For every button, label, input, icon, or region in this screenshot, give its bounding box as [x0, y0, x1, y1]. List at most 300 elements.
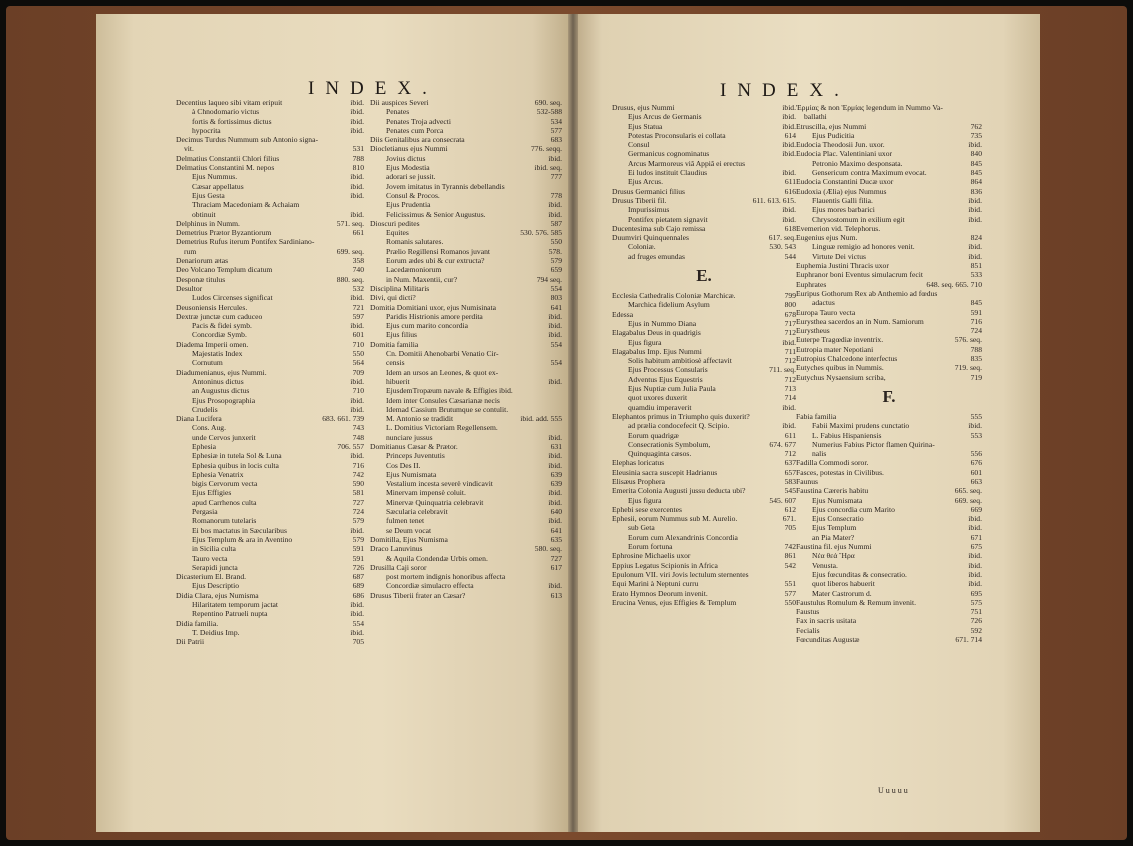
index-entry: [370, 321, 562, 330]
index-entry: [370, 237, 562, 246]
entry-page-ref: ibid.: [968, 140, 982, 150]
left-index-column-1: [176, 98, 364, 647]
index-entry: [176, 340, 364, 349]
index-entry: [612, 140, 796, 149]
index-entry: [796, 233, 982, 242]
entry-text: Diadumenianus, ejus Nummi.: [176, 367, 267, 377]
index-entry: [796, 514, 982, 523]
entry-page-ref: 727: [550, 553, 562, 563]
entry-text: Ephebi sese exercentes: [612, 504, 682, 514]
entry-page-ref: 669. seq.: [954, 495, 982, 505]
entry-text: Concordiæ Symb.: [192, 330, 247, 340]
entry-text: Jovius dictus: [386, 153, 426, 163]
index-entry: [370, 219, 562, 228]
index-entry: [370, 210, 562, 219]
entry-page-ref: 864: [970, 177, 982, 187]
entry-page-ref: 577: [784, 588, 796, 598]
entry-text: Cons. Aug.: [192, 423, 226, 433]
index-entry: [796, 468, 982, 477]
entry-page-ref: 710: [352, 339, 364, 349]
index-entry: [796, 579, 982, 588]
entry-page-ref: ibid.: [548, 153, 562, 163]
entry-text: Eleusinia sacra suscepit Hadrianus: [612, 467, 718, 477]
index-entry: [176, 107, 364, 116]
entry-text: Ejus Processus Consularis: [628, 365, 708, 375]
index-entry: [612, 319, 796, 328]
entry-text: Idem inter Consules Cæsarianæ necis: [386, 395, 500, 405]
entry-page-ref: ibid.: [968, 514, 982, 524]
index-entry: [612, 393, 796, 402]
index-entry: [370, 200, 562, 209]
entry-page-ref: 742: [352, 469, 364, 479]
entry-page-ref: 794 seq.: [536, 274, 562, 284]
entry-page-ref: 711: [784, 346, 796, 356]
index-entry: [370, 386, 562, 395]
index-entry: [370, 312, 562, 321]
entry-page-ref: 699. seq.: [336, 246, 364, 256]
entry-text: Duumviri Quinquennales: [612, 233, 689, 243]
entry-text: Ejus figura: [628, 495, 662, 505]
entry-page-ref: 591: [970, 307, 982, 317]
index-entry: [796, 449, 982, 458]
entry-page-ref: ibid.: [350, 181, 364, 191]
index-entry: [370, 368, 562, 377]
entry-page-ref: ibid.: [548, 376, 562, 386]
index-entry: [370, 117, 562, 126]
entry-text: Fecialis: [796, 625, 820, 635]
entry-page-ref: ibid.: [782, 421, 796, 431]
entry-page-ref: 580. seq.: [534, 544, 562, 554]
index-entry: [796, 440, 982, 449]
entry-text: rum: [184, 246, 197, 256]
index-entry: [796, 317, 982, 326]
entry-text: Majestatis Index: [192, 349, 243, 359]
entry-text: Equi Marini à Neptuni curru: [612, 579, 699, 589]
entry-text: Epulonum VII. viri Jovis lectulum sternentes: [612, 569, 749, 579]
entry-page-ref: ibid.: [350, 321, 364, 331]
entry-text: Ephesia quibus in locis culta: [192, 460, 279, 470]
index-entry: [176, 572, 364, 581]
index-entry: [796, 215, 982, 224]
index-entry: [176, 581, 364, 590]
entry-text: Eurystheus: [796, 326, 830, 336]
entry-text: Ejus Numismata: [386, 469, 437, 479]
entry-page-ref: 576. seq.: [954, 335, 982, 345]
index-entry: [612, 338, 796, 347]
entry-page-ref: ibid.: [968, 195, 982, 205]
index-entry: [370, 498, 562, 507]
entry-text: Cos Des II.: [386, 460, 421, 470]
index-entry: [176, 117, 364, 126]
entry-text: EjusdemTropæum navale & Effigies ibid.: [386, 386, 513, 396]
entry-text: fortis & fortissimus dictus: [192, 116, 272, 126]
entry-page-ref: ibid.: [548, 330, 562, 340]
entry-text: Numerius Fabius Pictor flamen Quirina-: [812, 439, 935, 449]
entry-page-ref: 800: [784, 300, 796, 310]
index-entry: [370, 154, 562, 163]
index-entry: [370, 572, 562, 581]
index-entry: [176, 628, 364, 637]
index-entry: [612, 458, 796, 467]
index-entry: [796, 570, 982, 579]
entry-text: Edessa: [612, 309, 634, 319]
index-entry: [796, 496, 982, 505]
entry-text: Ejus Modestia: [386, 163, 430, 173]
entry-text: Ejus Prudentia: [386, 200, 431, 210]
entry-page-ref: 810: [352, 163, 364, 173]
entry-page-ref: 648. seq. 665. 710: [926, 279, 982, 289]
entry-text: Drusilla Caji soror: [370, 562, 427, 572]
entry-page-ref: 534: [550, 116, 562, 126]
entry-page-ref: 840: [970, 149, 982, 159]
entry-page-ref: 577: [550, 125, 562, 135]
signature-mark: U u u u u: [878, 786, 908, 795]
index-entry: [612, 496, 796, 505]
entry-page-ref: 776. seqq.: [530, 144, 562, 154]
entry-page-ref: 724: [970, 326, 982, 336]
index-entry: [370, 191, 562, 200]
index-entry: [176, 182, 364, 191]
entry-page-ref: 579: [352, 534, 364, 544]
entry-page-ref: 824: [970, 233, 982, 243]
index-entry: [612, 310, 796, 319]
entry-text: Elephantos primus in Triumpho quis duxerit?: [612, 411, 750, 421]
entry-page-ref: ibid.: [968, 421, 982, 431]
entry-page-ref: 836: [970, 186, 982, 196]
index-entry: [612, 205, 796, 214]
index-entry: [370, 526, 562, 535]
entry-page-ref: 762: [970, 121, 982, 131]
entry-page-ref: 663: [970, 476, 982, 486]
entry-text: Antoninus dictus: [192, 376, 244, 386]
entry-text: Diana Lucifera: [176, 414, 222, 424]
entry-page-ref: 612: [784, 504, 796, 514]
entry-page-ref: 778: [550, 190, 562, 200]
entry-text: Linguæ remigio ad honores venit.: [812, 242, 915, 252]
index-entry: [796, 280, 982, 289]
entry-text: adactus: [812, 298, 835, 308]
entry-page-ref: 686: [352, 590, 364, 600]
entry-text: Draco Lanuvinus: [370, 544, 423, 554]
entry-text: in Num. Maxentii, cur?: [386, 274, 458, 284]
index-entry: [370, 544, 562, 553]
book-gutter: [568, 14, 578, 832]
index-entry: [796, 159, 982, 168]
index-entry: [176, 256, 364, 265]
entry-text: à Chnodomario victus: [192, 107, 260, 117]
entry-page-ref: ibid.: [548, 432, 562, 442]
index-entry: [796, 412, 982, 421]
entry-text: Didia Clara, ejus Numisma: [176, 590, 259, 600]
index-entry: [176, 368, 364, 377]
entry-page-ref: 712: [784, 356, 796, 366]
index-entry: [612, 542, 796, 551]
entry-text: Ecclesia Cathedralis Coloniæ Marchicæ.: [612, 291, 736, 301]
entry-page-ref: 583: [784, 476, 796, 486]
entry-text: nalis: [812, 449, 827, 459]
index-entry: [370, 470, 562, 479]
entry-text: Ejus Numismata: [812, 495, 863, 505]
index-entry: [176, 358, 364, 367]
index-entry: [176, 144, 364, 153]
entry-text: post mortem indignis honoribus affecta: [386, 572, 506, 582]
index-entry: [370, 330, 562, 339]
entry-text: ad prælia condocefecit Q. Scipio.: [628, 421, 730, 431]
index-entry: [612, 477, 796, 486]
index-entry: [612, 196, 796, 205]
entry-page-ref: 554: [352, 618, 364, 628]
entry-text: Ejus Nuptiæ cum Julia Paula: [628, 384, 716, 394]
entry-page-ref: 671: [970, 532, 982, 542]
entry-page-ref: 581: [352, 488, 364, 498]
entry-text: Felicissimus & Senior Augustus.: [386, 209, 486, 219]
entry-page-ref: 665. seq.: [954, 486, 982, 496]
entry-text: Faustulus Romulum & Remum invenit.: [796, 597, 917, 607]
entry-page-ref: 713: [784, 384, 796, 394]
entry-page-ref: ibid.: [350, 172, 364, 182]
entry-page-ref: 845: [970, 158, 982, 168]
index-entry: [370, 358, 562, 367]
entry-page-ref: ibid.: [350, 404, 364, 414]
index-entry: [176, 163, 364, 172]
entry-text: Eudocia Plac. Valentiniani uxor: [796, 149, 893, 159]
entry-text: Repentino Patrueli nupta: [192, 609, 268, 619]
index-entry: [612, 468, 796, 477]
index-entry: [370, 349, 562, 358]
entry-page-ref: 788: [970, 344, 982, 354]
index-entry: [176, 470, 364, 479]
entry-page-ref: ibid.: [548, 581, 562, 591]
entry-page-ref: ibid.: [782, 168, 796, 178]
entry-page-ref: ibid.: [968, 214, 982, 224]
entry-text: Eorum ædes ubi & cur extructa?: [386, 256, 485, 266]
index-entry: [612, 233, 796, 242]
entry-text: & Aquila Condendæ Urbis omen.: [386, 553, 488, 563]
index-entry: [796, 616, 982, 625]
entry-text: Erucina Venus, ejus Effigies & Templum: [612, 597, 737, 607]
entry-page-ref: 845: [970, 168, 982, 178]
entry-page-ref: ibid.: [968, 569, 982, 579]
index-entry: [796, 298, 982, 307]
entry-page-ref: 641: [550, 525, 562, 535]
entry-text: nunciare jussus: [386, 432, 433, 442]
index-entry: [796, 168, 982, 177]
entry-text: Fœcunditas Augustæ: [796, 635, 860, 645]
entry-text: Ephesii, eorum Nummus sub M. Aurelio.: [612, 514, 738, 524]
entry-page-ref: ibid.: [968, 551, 982, 561]
entry-text: vit.: [184, 144, 194, 154]
entry-page-ref: 611: [784, 430, 796, 440]
index-entry: [370, 516, 562, 525]
entry-text: Denariorum ætas: [176, 256, 229, 266]
index-entry: [612, 112, 796, 121]
index-entry: [370, 126, 562, 135]
entry-page-ref: 532: [352, 283, 364, 293]
index-entry: [612, 375, 796, 384]
index-entry: [176, 303, 364, 312]
entry-text: Disciplina Militaris: [370, 283, 430, 293]
entry-page-ref: 671.: [782, 514, 796, 524]
entry-page-ref: 617: [550, 562, 562, 572]
entry-text: Domitia familia: [370, 339, 419, 349]
entry-text: ad fruges emundas: [628, 251, 685, 261]
index-entry: [796, 112, 982, 121]
index-entry: [370, 442, 562, 451]
entry-text: Potestas Proconsularis ei collata: [628, 130, 726, 140]
index-entry: [612, 598, 796, 607]
entry-text: Consul: [628, 140, 650, 150]
entry-page-ref: 726: [352, 562, 364, 572]
entry-text: Decimus Turdus Nummum sub Antonio signa-: [176, 135, 318, 145]
entry-page-ref: 726: [970, 616, 982, 626]
index-entry: [612, 365, 796, 374]
index-entry: [796, 542, 982, 551]
entry-page-ref: 545: [784, 486, 796, 496]
index-entry: [612, 356, 796, 365]
index-entry: [176, 210, 364, 219]
entry-page-ref: 712: [784, 374, 796, 384]
entry-page-ref: ibid.: [548, 209, 562, 219]
entry-page-ref: 835: [970, 354, 982, 364]
entry-text: an Pia Mater?: [812, 532, 855, 542]
index-entry: [796, 635, 982, 644]
entry-text: Idem an ursos an Leones, & quot ex-: [386, 367, 499, 377]
index-entry: [796, 205, 982, 214]
entry-text: Tauro vecta: [192, 553, 228, 563]
entry-text: Europa Tauro vecta: [796, 307, 856, 317]
index-entry: [796, 607, 982, 616]
entry-page-ref: 845: [970, 298, 982, 308]
index-entry: [612, 589, 796, 598]
entry-page-ref: 743: [352, 423, 364, 433]
entry-text: Petronio Maximo desponsata.: [812, 158, 903, 168]
entry-text: Drusus Germanici filius: [612, 186, 685, 196]
index-entry: [370, 256, 562, 265]
index-entry: [612, 431, 796, 440]
entry-page-ref: 710: [352, 386, 364, 396]
entry-page-ref: ibid.: [548, 200, 562, 210]
index-entry: [176, 312, 364, 321]
entry-text: obtinuit: [192, 209, 216, 219]
index-entry: [176, 265, 364, 274]
entry-text: Virtute Dei victus: [812, 251, 866, 261]
index-entry: [176, 275, 364, 284]
entry-page-ref: 676: [970, 458, 982, 468]
entry-page-ref: 591: [352, 544, 364, 554]
entry-text: Arcus Marmoreus viâ Appiâ ei erectus: [628, 158, 746, 168]
entry-page-ref: 861: [784, 551, 796, 561]
entry-text: Solis habitum ambitiosè affectavit: [628, 356, 732, 366]
entry-page-ref: 674. 677: [769, 439, 796, 449]
index-entry: [612, 300, 796, 309]
entry-text: Cornutum: [192, 358, 223, 368]
index-entry: [176, 554, 364, 563]
entry-text: Ephrosine Michaelis uxor: [612, 551, 691, 561]
index-entry: [176, 219, 364, 228]
entry-text: Eudoxia (Ælia) ejus Nummus: [796, 186, 887, 196]
entry-page-ref: 689: [352, 581, 364, 591]
index-entry: [612, 168, 796, 177]
index-entry: [796, 561, 982, 570]
entry-page-ref: 544: [784, 251, 796, 261]
entry-text: se Deum vocat: [386, 525, 432, 535]
index-entry: [176, 544, 364, 553]
index-entry: [796, 589, 982, 598]
entry-text: Thraciam Macedoniam & Achaiam: [192, 200, 300, 210]
entry-page-ref: 803: [550, 293, 562, 303]
entry-text: Eorum quadrigæ: [628, 430, 679, 440]
index-entry: [796, 551, 982, 560]
index-entry: [612, 224, 796, 233]
entry-text: Prælio Regillensi Romanos juvant: [386, 246, 490, 256]
entry-page-ref: 678: [784, 309, 796, 319]
entry-text: Eorum fortuna: [628, 542, 673, 552]
index-entry: [796, 177, 982, 186]
entry-page-ref: 661: [352, 228, 364, 238]
entry-page-ref: ibid.: [350, 107, 364, 117]
entry-text: hypocrita: [192, 125, 221, 135]
index-entry: [176, 563, 364, 572]
index-entry: [176, 461, 364, 470]
entry-page-ref: 880. seq.: [336, 274, 364, 284]
entry-text: bigis Cervorum vecta: [192, 479, 258, 489]
entry-page-ref: 555: [970, 411, 982, 421]
entry-text: Domitianus Cæsar & Prætor.: [370, 441, 458, 451]
entry-page-ref: ibid.: [548, 460, 562, 470]
index-entry: [612, 505, 796, 514]
index-entry: [370, 107, 562, 116]
entry-text: Domitilla, Ejus Numisma: [370, 534, 448, 544]
entry-page-ref: ibid.: [350, 98, 364, 107]
entry-text: Sæcularia celebravit: [386, 507, 448, 517]
entry-text: Ephesia Venatrix: [192, 469, 244, 479]
entry-text: in Sicilia culta: [192, 544, 236, 554]
entry-text: Ei ludos instituit Claudius: [628, 168, 708, 178]
entry-text: Minervam impensè coluit.: [386, 488, 466, 498]
index-entry: [370, 451, 562, 460]
entry-text: Fasces, potestas in Civilibus.: [796, 467, 884, 477]
entry-page-ref: 735: [970, 130, 982, 140]
index-entry: [612, 131, 796, 140]
entry-text: Penates: [386, 107, 410, 117]
entry-text: Adventus Ejus Equestris: [628, 374, 703, 384]
index-entry: [370, 414, 562, 423]
index-entry: [370, 275, 562, 284]
entry-text: Erato Hymnos Deorum invenit.: [612, 588, 708, 598]
entry-page-ref: 613: [550, 590, 562, 600]
index-entry: [796, 373, 982, 382]
entry-page-ref: 675: [970, 542, 982, 552]
entry-text: Delmatius Constantii Chlori filius: [176, 153, 280, 163]
entry-page-ref: 717: [784, 318, 796, 328]
index-entry: [612, 551, 796, 560]
entry-text: Paridis Histrionis amore perdita: [386, 311, 483, 321]
entry-text: Eugenius ejus Num.: [796, 233, 858, 243]
index-entry: [370, 507, 562, 516]
index-entry: [176, 526, 364, 535]
entry-text: Νέα θεά Ἥρα: [812, 551, 855, 561]
index-entry: [370, 396, 562, 405]
entry-text: Elagabalus Deus in quadrigis: [612, 328, 701, 338]
entry-text: Dii auspices Severi: [370, 98, 429, 107]
entry-page-ref: 712: [784, 328, 796, 338]
entry-text: Fadilla Commodi soror.: [796, 458, 869, 468]
entry-text: Drusus Tiberii fil.: [612, 195, 667, 205]
index-entry: [612, 187, 796, 196]
entry-text: an Augustus dictus: [192, 386, 250, 396]
index-entry: [796, 345, 982, 354]
index-entry: [176, 349, 364, 358]
